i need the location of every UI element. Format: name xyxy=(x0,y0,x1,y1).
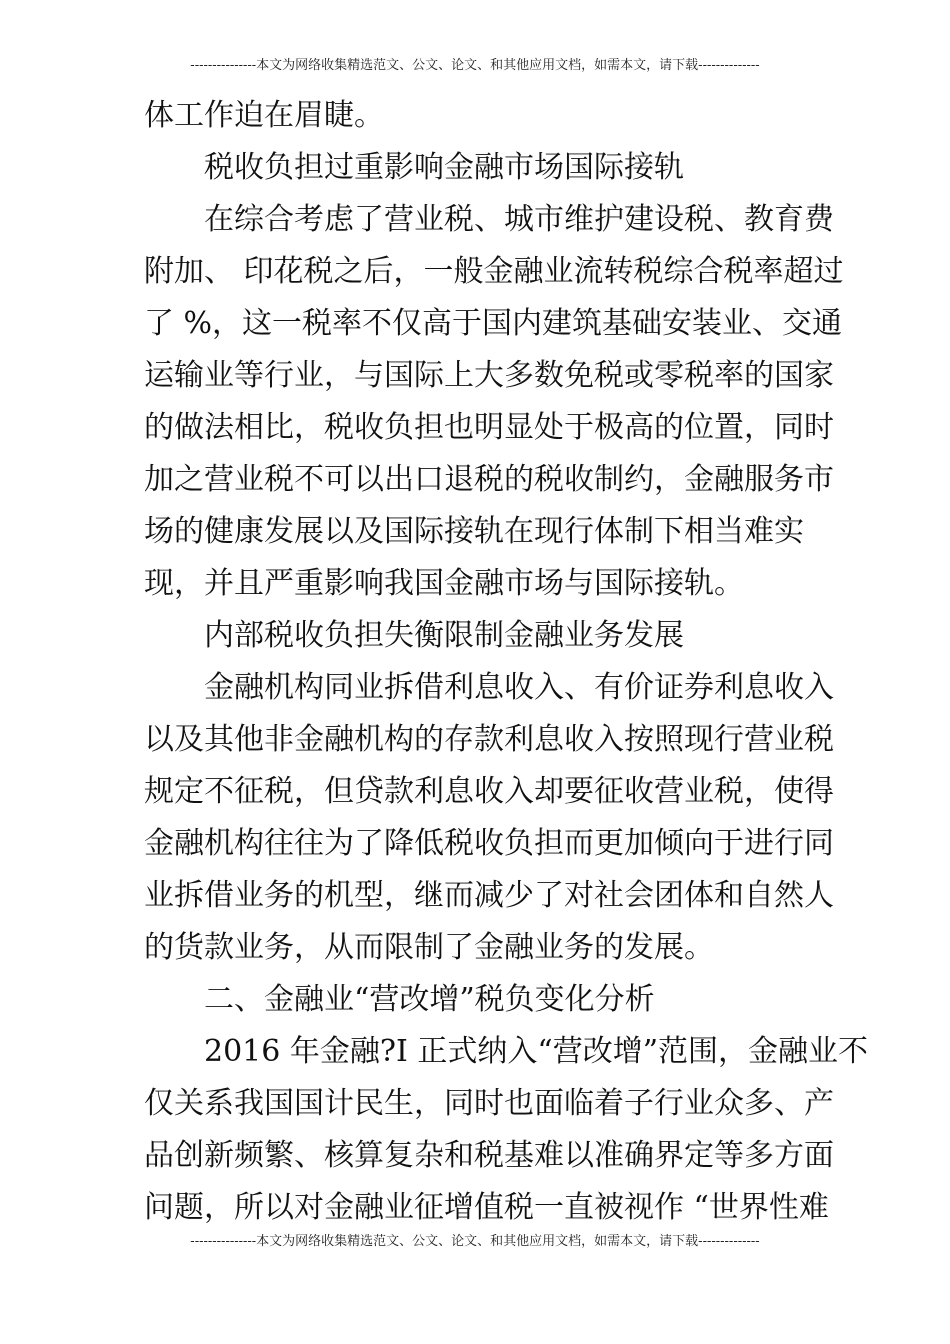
body-line: 以及其他非金融机构的存款利息收入按照现行营业税 xyxy=(144,722,834,757)
header-banner: ---------------本文为网络收集精选范文、公文、论文、和其他应用文档，如需本文，请下载-------------- xyxy=(190,58,760,73)
body-line: 体工作迫在眉睫。 xyxy=(144,98,384,133)
body-line: 金融机构同业拆借利息收入、有价证券利息收入 xyxy=(204,670,834,705)
body-line: 了 %，这一税率不仅高于国内建筑基础安装业、交通 xyxy=(144,306,843,341)
body-line: 业拆借业务的机型，继而减少了对社会团体和自然人 xyxy=(144,878,834,913)
body-line: 现，并且严重影响我国金融市场与国际接轨。 xyxy=(144,566,744,601)
document-body xyxy=(144,90,869,1234)
body-line: 品创新频繁、核算复杂和税基难以准确界定等多方面 xyxy=(144,1138,834,1173)
footer-banner: ---------------本文为网络收集精选范文、公文、论文、和其他应用文档，如需本文，请下载-------------- xyxy=(190,1234,760,1249)
body-line: 仅关系我国国计民生，同时也面临着子行业众多、产 xyxy=(144,1086,834,1121)
body-line: 在综合考虑了营业税、城市维护建设税、教育费 xyxy=(204,202,834,237)
body-line: 问题，所以对金融业征增值税一直被视作 “世界性难 xyxy=(144,1190,829,1225)
section-heading: 内部税收负担失衡限制金融业务发展 xyxy=(204,618,684,653)
body-line: 金融机构往往为了降低税收负担而更加倾向于进行同 xyxy=(144,826,834,861)
body-line: 2016 年金融?I 正式纳入“营改增”范围，金融业不 xyxy=(204,1034,869,1069)
section-heading: 税收负担过重影响金融市场国际接轨 xyxy=(204,150,684,185)
body-line: 场的健康发展以及国际接轨在现行体制下相当难实 xyxy=(144,514,804,549)
body-line: 规定不征税，但贷款利息收入却要征收营业税，使得 xyxy=(144,774,834,809)
body-line: 附加、 印花税之后，一般金融业流转税综合税率超过 xyxy=(144,254,844,289)
body-line: 运输业等行业，与国际上大多数免税或零税率的国家 xyxy=(144,358,834,393)
body-line: 的货款业务，从而限制了金融业务的发展。 xyxy=(144,930,714,965)
body-line: 加之营业税不可以出口退税的税收制约，金融服务市 xyxy=(144,462,834,497)
body-line: 的做法相比，税收负担也明显处于极高的位置，同时 xyxy=(144,410,834,445)
section-heading: 二、金融业“营改增”税负变化分析 xyxy=(204,982,655,1017)
